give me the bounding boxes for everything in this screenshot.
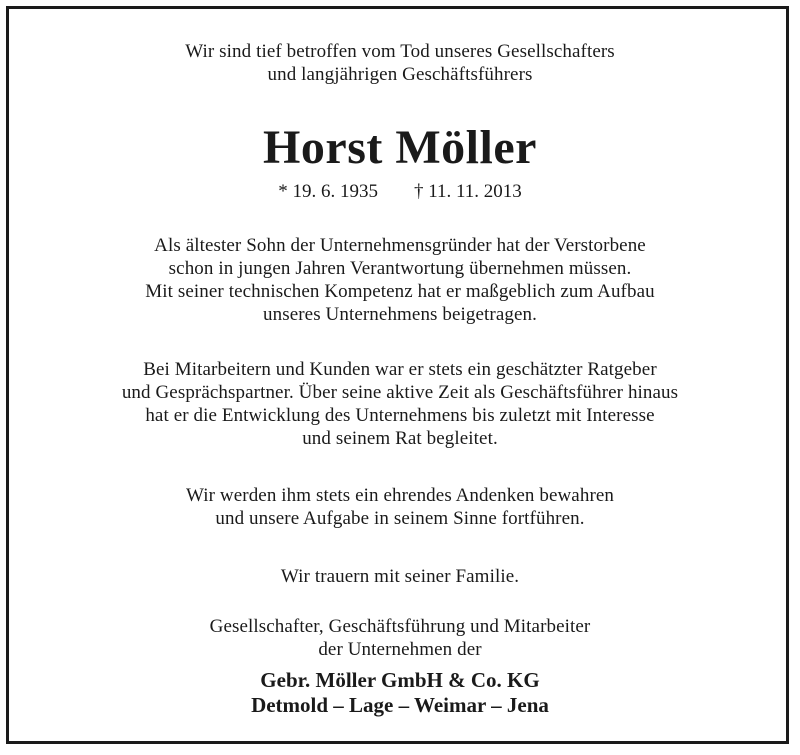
paragraph-line: unseres Unternehmens beigetragen. (263, 304, 537, 325)
signature-text (0, 615, 800, 661)
paragraph-line: schon in jungen Jahren Verantwortung übernehmen müssen. (168, 258, 632, 279)
company-name: Gebr. Möller GmbH & Co. KG (260, 668, 540, 692)
paragraph-line: und unsere Aufgabe in seinem Sinne fortführen. (215, 508, 585, 529)
deceased-name: Horst Möller (263, 121, 537, 174)
paragraph-line: und seinem Rat begleitet. (302, 428, 498, 449)
paragraph-mourning (0, 565, 800, 588)
birth-date: * 19. 6. 1935 (278, 181, 378, 202)
paragraph-line: und Gesprächspartner. Über seine aktive Zeit als Geschäftsführer hinaus (121, 382, 679, 403)
paragraph-line: Bei Mitarbeitern und Kunden war er stets ein geschätzter Ratgeber (143, 359, 657, 380)
signature-line: der Unternehmen der (318, 639, 482, 660)
intro-line: und langjährigen Geschäftsführers (267, 64, 533, 85)
intro-text (0, 40, 800, 86)
company-locations: Detmold – Lage – Weimar – Jena (251, 693, 549, 717)
paragraph-tribute (0, 358, 800, 450)
paragraph-line: Wir werden ihm stets ein ehrendes Andenken bewahren (186, 485, 614, 506)
paragraph-line: Wir trauern mit seiner Familie. (280, 566, 520, 587)
death-date: † 11. 11. 2013 (413, 181, 522, 202)
paragraph-remembrance (0, 484, 800, 530)
paragraph-line: Mit seiner technischen Kompetenz hat er maßgeblich zum Aufbau (145, 281, 655, 302)
signature-line: Gesellschafter, Geschäftsführung und Mitarbeiter (209, 616, 591, 637)
life-dates (0, 180, 800, 203)
paragraph-line: Als ältester Sohn der Unternehmensgründer hat der Verstorbene (154, 235, 646, 256)
paragraph-line: hat er die Entwicklung des Unternehmens bis zuletzt mit Interesse (145, 405, 655, 426)
paragraph-career (0, 234, 800, 326)
company-block (0, 668, 800, 718)
intro-line: Wir sind tief betroffen vom Tod unseres Gesellschafters (185, 41, 615, 62)
